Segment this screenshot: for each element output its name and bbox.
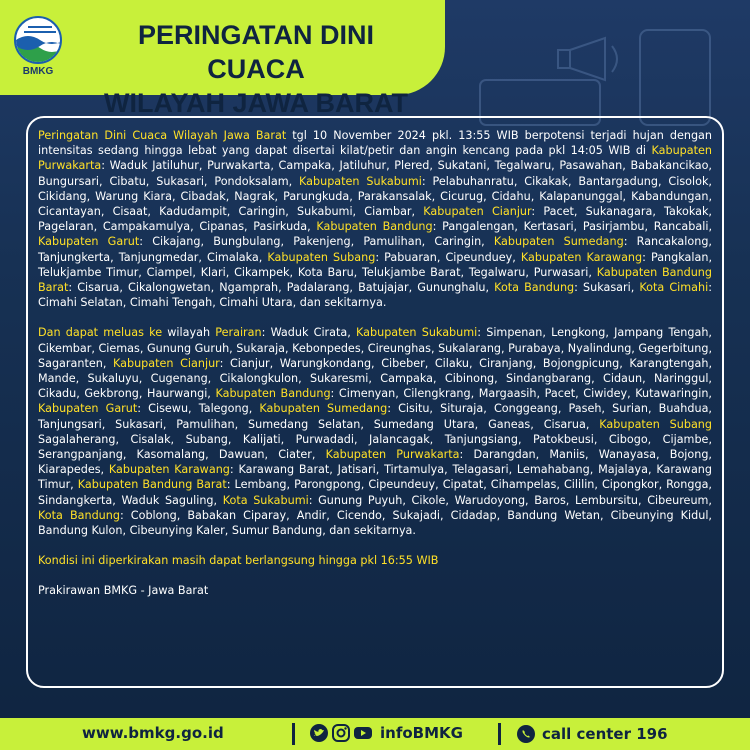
region-heading: Kabupaten Purwakarta [38,144,712,173]
region-heading: Kabupaten Sukabumi [356,326,478,340]
location-list: : Lembang, Parongpong, Cipeundeuy, Cipatat, Cihampelas, Cililin, Cipongkor, Rongga, Sindangkerta, Waduk Saguling, [38,478,712,507]
social-handle[interactable]: infoBMKG [380,724,463,742]
title-line-2: WILAYAH JAWA BARAT [103,88,409,118]
social-links [310,724,463,742]
region-heading: Kabupaten Purwakarta [325,448,460,462]
region-heading: Kabupaten Bandung [316,220,433,234]
footer-divider [292,723,295,745]
location-list: : Pangalengan, Kertasari, Pasirjambu, Rancabali, [432,220,712,234]
warning-paragraph-1 [38,128,712,310]
youtube-icon[interactable] [354,724,372,742]
location-list: : Pacet, Sukanagara, Takokak, Pagelaran, Campakamulya, Cipanas, Pasirkuda, [38,205,712,234]
region-heading: Kabupaten Bandung Barat [77,478,227,492]
location-list: : Rancakalong, Tanjungkerta, Tanjungmedar, Cimalaka, [38,235,712,264]
logo-text: BMKG [22,66,54,77]
region-heading: Kabupaten Cianjur [113,356,220,370]
location-list: : Pabuaran, Cipeunduey, [375,250,521,264]
location-list: : Simpenan, Lengkong, Jampang Tengah, Cikembar, Ciemas, Gunung Guruh, Sukaraja, Kebonpedes, Cireunghas, Sukalarang, Purabaya, Nyalindung, Gegerbitung, Sagaranten, [38,326,712,370]
call-center-text: call center 196 [542,725,668,743]
location-list: : Cisarua, Cikalongwetan, Ngamprah, Padalarang, Batujajar, Gununghalu, [68,281,495,295]
location-list: wilayah [162,326,216,340]
region-heading: Kota Cimahi [639,281,709,295]
header-banner [0,0,445,118]
location-list: tgl 10 November 2024 pkl. 13:55 WIB berpotensi terjadi hujan dengan intensitas sedang hingga lebat yang dapat disertai kilat/petir dan angin kencang pada pkl 14:05 WIB di [38,129,712,158]
bmkg-logo [10,16,66,86]
location-list: : Pelabuhanratu, Cikakak, Bantargadung, Cisolok, Cikidang, Warung Kiara, Cibadak, Nagrak, Parungkuda, Parakansalak, Cicurug, Cidahu, Kalapanunggal, Kabandungan, Cicantayan, Cisaat, Kadudampit, Caringin, Sukabumi, Ciambar, [38,174,712,219]
title-line-1: PERINGATAN DINI CUACA [138,20,374,84]
location-list: : Cisewu, Talegong, [137,402,260,416]
location-list: : Cisitu, Situraja, Conggeang, Paseh, Surian, Buahdua, Tanjungsari, Sukasari, Pamulihan, Sumedang Selatan, Sumedang Utara, Ganeas, Cisarua, [38,402,712,431]
location-list: : Cimahi Selatan, Cimahi Tengah, Cimahi Utara, dan sekitarnya. [38,281,712,310]
region-heading: Kabupaten Karawang [108,463,230,477]
megaphone-decoration [420,10,720,130]
location-list: : Sukasari, [574,281,640,295]
region-heading: Kabupaten Bandung [215,387,331,401]
location-list: : Cianjur, Warungkondang, Cibeber, Cilaku, Ciranjang, Bojongpicung, Karangtengah, Mande, Sukaluyu, Cugenang, Cikalongkulon, Sukaresmi, Campaka, Cibinong, Sindangbarang, Cidaun, Naringgul, Cikadu, Gekbrong, Haurwangi, [38,356,713,401]
footer-divider [498,723,501,745]
warning-content-card [26,116,724,688]
website-text: www.bmkg.go.id [82,724,224,742]
warning-paragraph-2 [38,325,712,538]
instagram-icon[interactable] [332,724,350,742]
forecaster-signature: Prakirawan BMKG - Jawa Barat [38,584,209,598]
location-list: : Darangdan, Maniis, Wanayasa, Bojong, Kiarapedes, [38,448,712,477]
page-title [86,18,426,120]
region-heading: Kabupaten Karawang [520,250,643,264]
region-heading: Perairan [215,326,262,340]
region-heading: Kota Sukabumi [222,493,309,507]
region-heading: Kabupaten Sumedang [259,402,388,416]
region-heading: Kabupaten Subang [599,417,712,431]
region-heading: Kabupaten Garut [38,235,140,249]
region-heading: Kabupaten Sukabumi [299,174,422,188]
location-list: : Cikajang, Bungbulang, Pakenjeng, Pamulihan, Caringin, [139,235,494,249]
location-list: : Karawang Barat, Jatisari, Tirtamulya, Telagasari, Lemahabang, Majalaya, Karawang Timur, [38,463,712,492]
location-list: : Waduk Jatiluhur, Purwakarta, Campaka, Jatiluhur, Plered, Sukatani, Tegalwaru, Pasawahan, Babakancikao, Bungursari, Cibatu, Sukasari, Pondoksalam, [38,159,712,188]
whatsapp-icon [516,724,536,744]
location-list: : Cimenyan, Cilengkrang, Margaasih, Pacet, Ciwidey, Kutawaringin, [330,387,712,401]
website-link[interactable] [82,724,224,742]
region-heading: Dan dapat meluas ke [38,326,163,340]
region-heading: Kabupaten Garut [38,402,138,416]
region-heading: Kabupaten Bandung Barat [38,265,712,295]
region-heading: Kota Bandung [38,508,120,522]
region-heading: Peringatan Dini Cuaca Wilayah Jawa Barat [38,129,287,142]
location-list: : Waduk Cirata, [261,326,357,340]
twitter-icon[interactable] [310,724,328,742]
region-heading: Kabupaten Cianjur [423,205,532,219]
condition-note: Kondisi ini diperkirakan masih dapat berlangsung hingga pkl 16:55 WIB [38,554,439,568]
footer-bar [0,718,750,750]
call-center[interactable] [516,724,668,744]
region-heading: Kabupaten Subang [267,250,376,264]
region-heading: Kota Bandung [494,281,575,295]
location-list: : Gunung Puyuh, Cikole, Warudoyong, Baros, Lembursitu, Cibeureum, [308,493,712,507]
location-list: : Coblong, Babakan Ciparay, Andir, Cicendo, Sukajadi, Cidadap, Bandung Wetan, Cibeunying Kidul, Bandung Kulon, Cibeunying Kaler, Sumur Bandung, dan sekitarnya. [38,508,712,538]
region-heading: Kabupaten Sumedang [493,235,624,249]
location-list: Sagalaherang, Cisalak, Subang, Kalijati, Purwadadi, Jalancagak, Tanjungsiang, Patokbeusi, Cibogo, Cijambe, Serangpanjang, Kasomalang, Dawuan, Ciater, [38,432,712,462]
location-list: : Pangkalan, Telukjambe Timur, Ciampel, Klari, Cikampek, Kota Baru, Telukjambe Barat, Tegalwaru, Purwasari, [38,250,712,279]
